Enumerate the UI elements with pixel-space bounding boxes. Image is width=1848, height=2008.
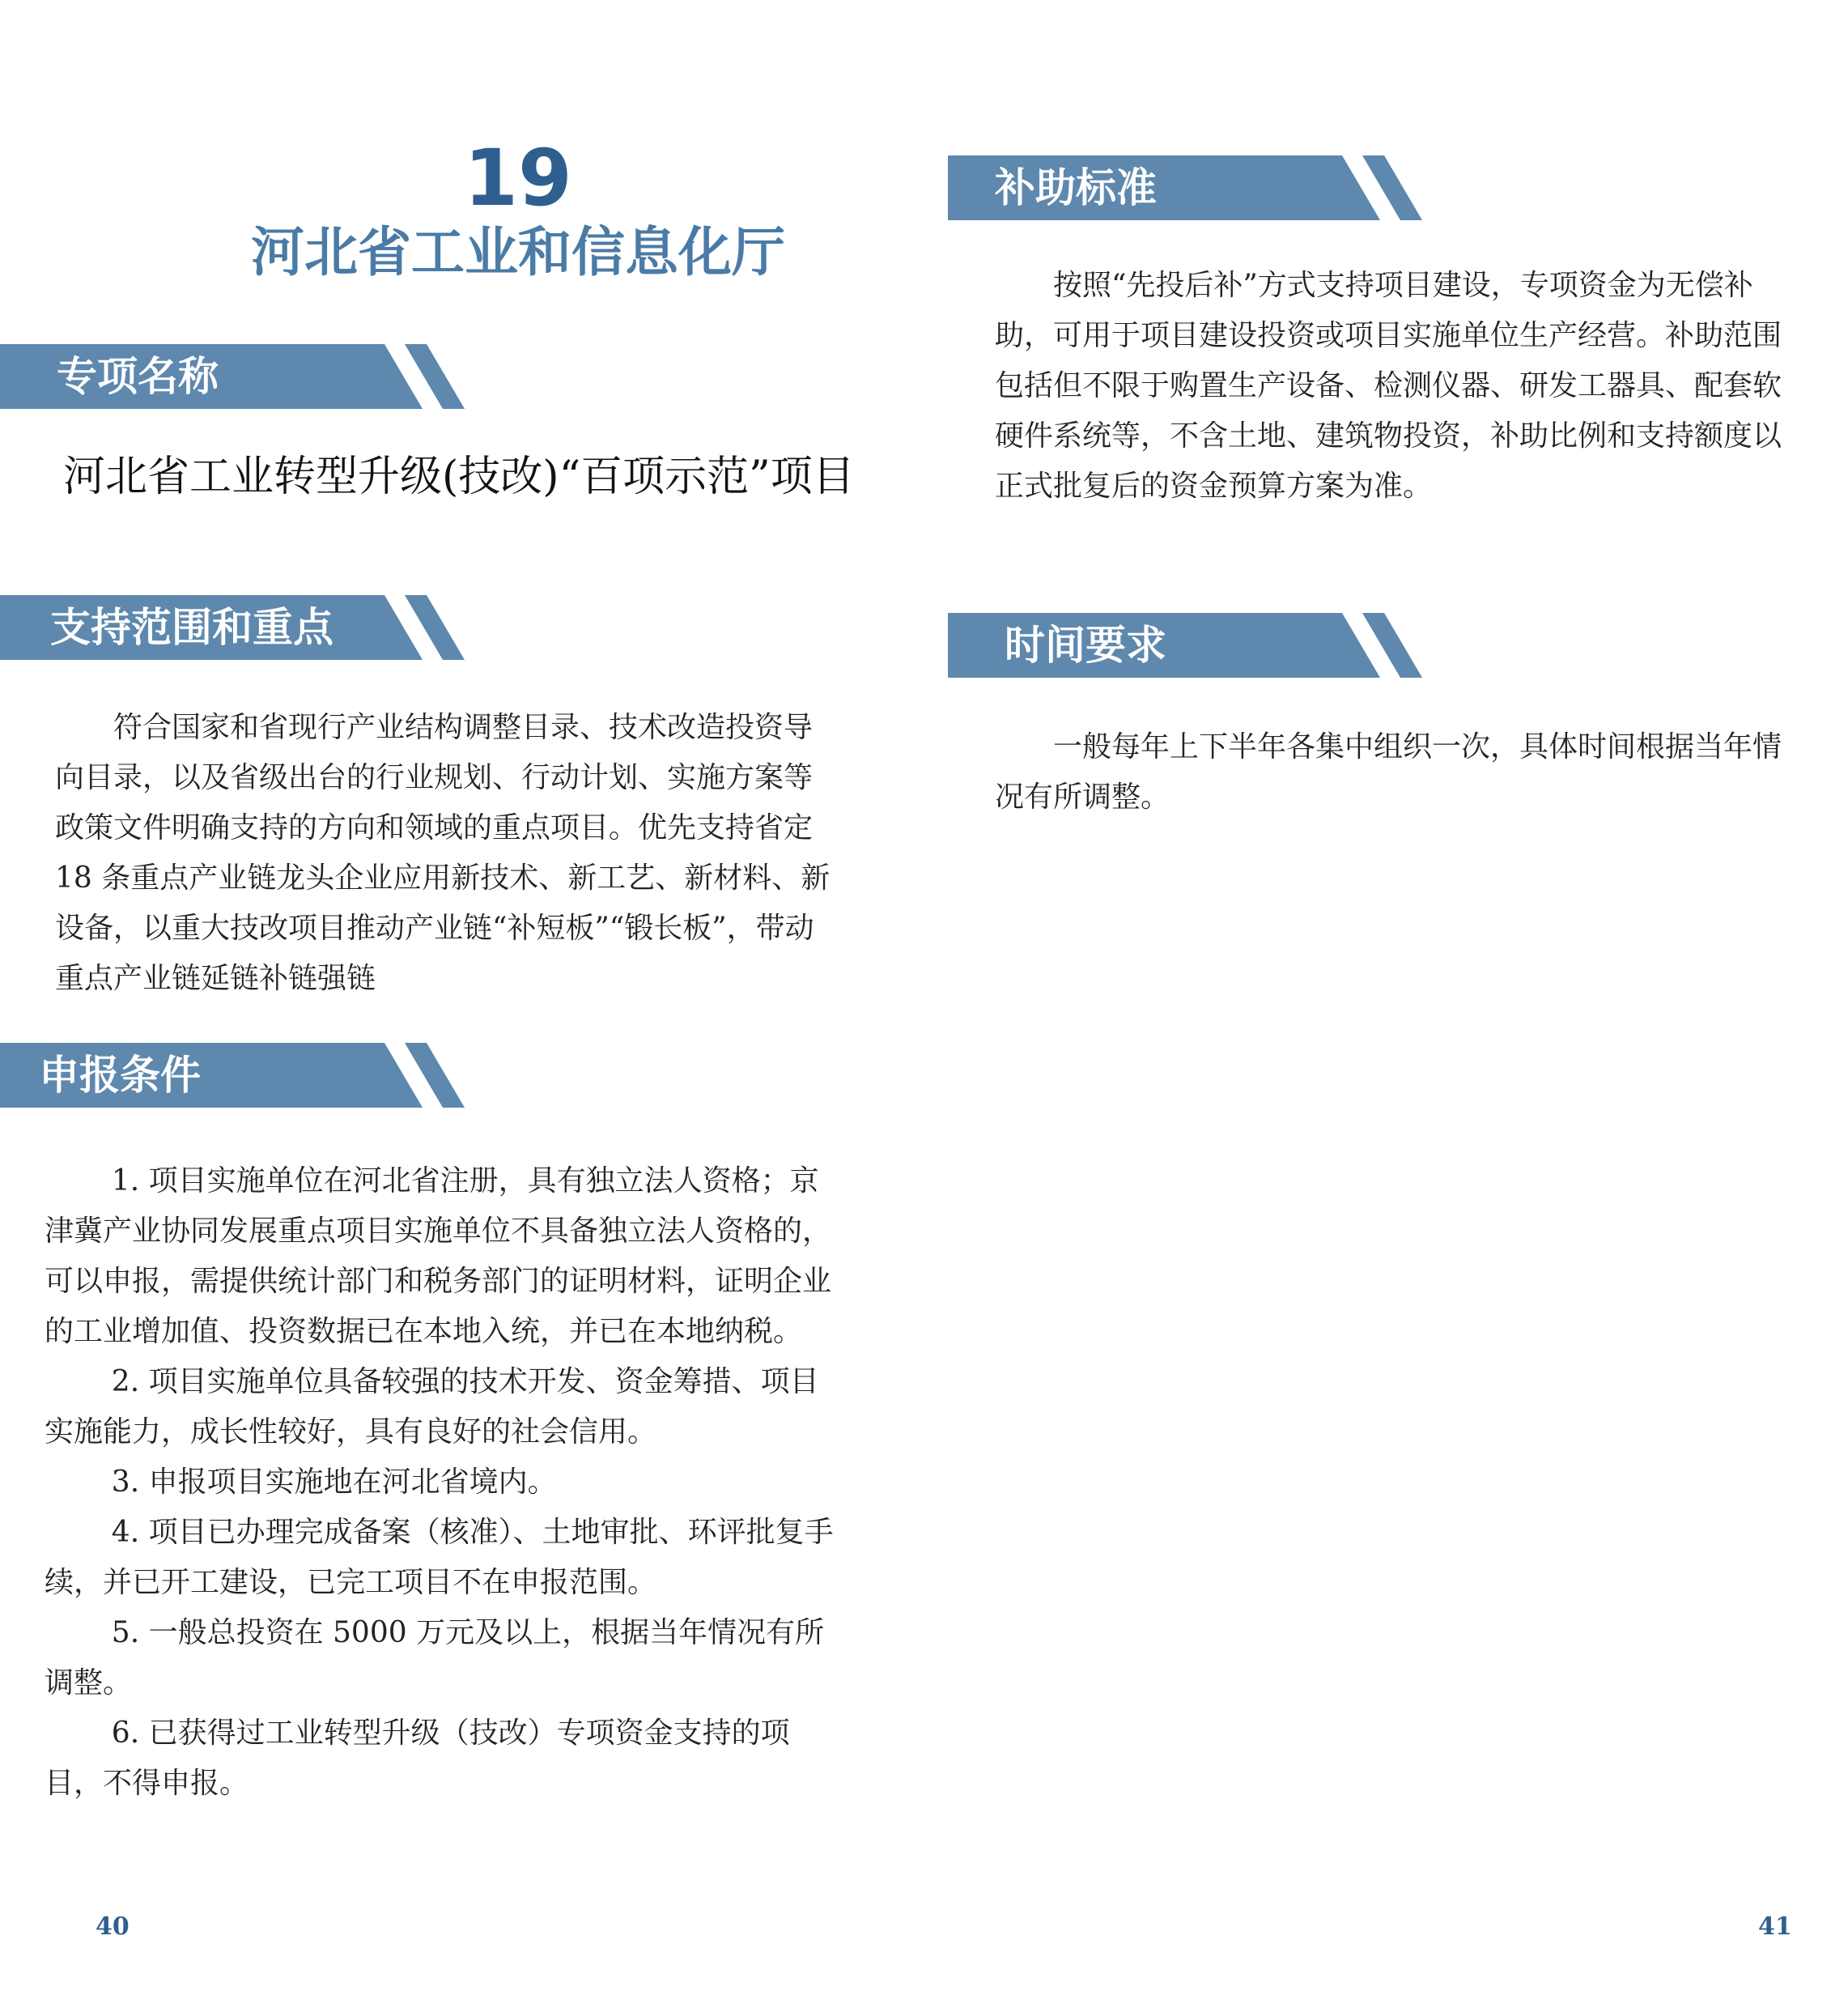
subsidy-text-block xyxy=(995,261,1804,512)
banner-subsidy xyxy=(948,155,1450,220)
project-name-text: 河北省工业转型升级(技改)“百项示范”项目 xyxy=(63,453,855,501)
banner-label: 申报条件 xyxy=(39,1052,201,1099)
time-text-block xyxy=(995,722,1804,823)
banner-conditions xyxy=(0,1043,486,1108)
condition-item: 5. 一般总投资在 5000 万元及以上，根据当年情况有所调整。 xyxy=(45,1616,825,1700)
org-title: 河北省工业和信息化厅 xyxy=(251,221,785,283)
page-number-left: 40 xyxy=(96,1912,130,1941)
right-page xyxy=(924,0,1848,2008)
scope-text-block xyxy=(55,703,832,1004)
scope-paragraph: 符合国家和省现行产业结构调整目录、技术改造投资导向目录，以及省级出台的行业规划、行动计划、实施方案等政策文件明确支持的方向和领域的重点项目。优先支持省定 18 条重点产业链龙头企业应用新技术、新工艺、新材料、新设备，以重大技改项目推动产业链“补短板”“锻长板”，带动重点产业链延链补链强链 xyxy=(55,711,831,995)
banner-label: 支持范围和重点 xyxy=(50,604,333,651)
condition-item: 1. 项目实施单位在河北省注册，具有独立法人资格；京津冀产业协同发展重点项目实施单位不具备独立法人资格的，可以申报，需提供统计部门和税务部门的证明材料，证明企业的工业增加值、投资数据已在本地入统，并已在本地纳税。 xyxy=(45,1164,832,1348)
condition-item: 3. 申报项目实施地在河北省境内。 xyxy=(111,1466,557,1499)
banner-project-name xyxy=(0,344,486,409)
condition-item: 2. 项目实施单位具备较强的技术开发、资金筹措、项目实施能力，成长性较好，具有良好的社会信用。 xyxy=(45,1365,819,1449)
banner-scope xyxy=(0,595,486,660)
page-number-right: 41 xyxy=(1758,1912,1792,1941)
banner-label: 补助标准 xyxy=(995,164,1157,211)
section-number: 19 xyxy=(464,133,572,223)
time-paragraph: 一般每年上下半年各集中组织一次，具体时间根据当年情况有所调整。 xyxy=(995,730,1782,814)
banner-label: 专项名称 xyxy=(57,353,219,400)
subsidy-paragraph: 按照“先投后补”方式支持项目建设，专项资金为无偿补助，可用于项目建设投资或项目实施单位生产经营。补助范围包括但不限于购置生产设备、检测仪器、研发工器具、配套软硬件系统等，不含土地、建筑物投资，补助比例和支持额度以正式批复后的资金预算方案为准。 xyxy=(995,269,1782,503)
condition-item: 6. 已获得过工业转型升级（技改）专项资金支持的项目，不得申报。 xyxy=(45,1717,790,1800)
conditions-list xyxy=(45,1156,846,1809)
banner-label: 时间要求 xyxy=(1005,622,1166,669)
banner-time xyxy=(948,613,1450,678)
condition-item: 4. 项目已办理完成备案（核准）、土地审批、环评批复手续，并已开工建设，已完工项目不在申报范围。 xyxy=(45,1516,834,1599)
